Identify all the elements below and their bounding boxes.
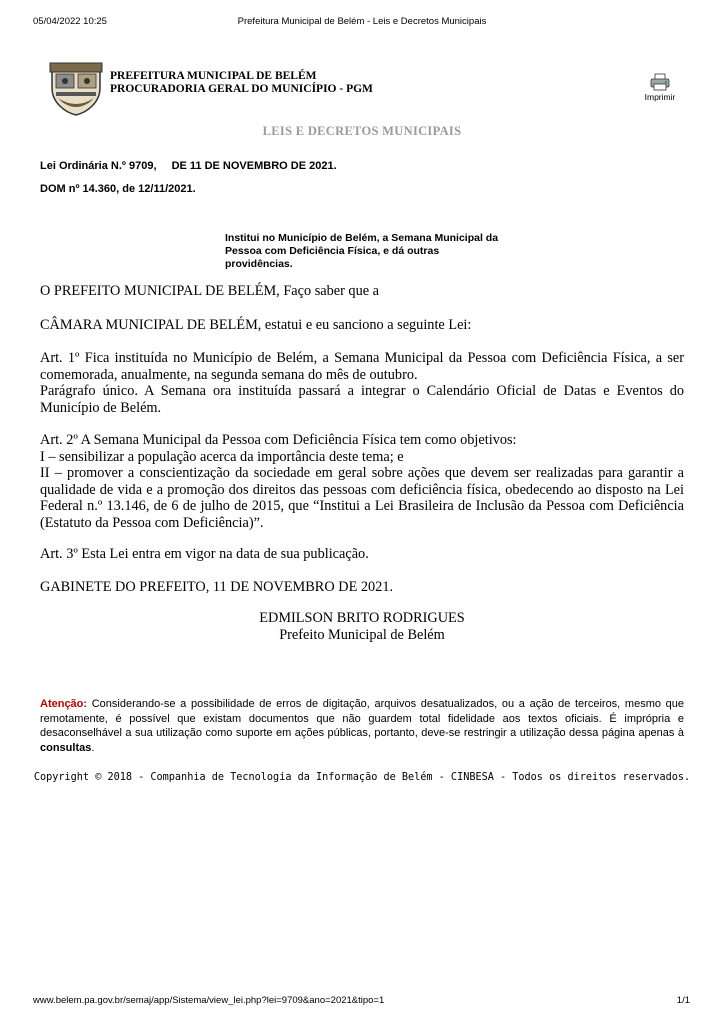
print-footer-page: 1/1	[676, 995, 690, 1006]
article-2-text: Art. 2º A Semana Municipal da Pessoa com Deficiência Física tem como objetivos:	[40, 432, 517, 448]
law-date: DE 11 DE NOVEMBRO DE 2021.	[171, 160, 337, 172]
law-number-line	[40, 160, 337, 172]
org-header	[110, 70, 373, 96]
print-footer-url: www.belem.pa.gov.br/semaj/app/Sistema/view_lei.php?lei=9709&ano=2021&tipo=1	[33, 995, 385, 1006]
article-2-item-ii: II – promover a conscientização da sociedade em geral sobre ações que devem ser realizadas para garantir a qualidade de vida e a promoção dos direitos das pessoas com deficiência física, obedecendo ao disposto na Lei Federal n.º 13.146, de 6 de julho de 2015, que “Institui a Lei Brasileira de Inclusão da Pessoa com Deficiência (Estatuto da Pessoa com Deficiência)”.	[40, 465, 684, 531]
article-3: Art. 3º Esta Lei entra em vigor na data de sua publicação.	[40, 546, 369, 562]
signature-block	[0, 610, 724, 643]
preamble-1: O PREFEITO MUNICIPAL DE BELÉM, Faço saber que a	[40, 283, 379, 299]
disclaimer-end: .	[91, 741, 95, 754]
article-1	[40, 350, 684, 416]
closing-line: GABINETE DO PREFEITO, 11 DE NOVEMBRO DE 2021.	[40, 579, 394, 595]
print-button[interactable]	[636, 73, 684, 102]
article-2	[40, 432, 684, 531]
law-ementa: Institui no Município de Belém, a Semana Municipal da Pessoa com Deficiência Física, e dá outras providências.	[225, 232, 499, 270]
signer-title: Prefeito Municipal de Belém	[279, 626, 445, 643]
org-name: PREFEITURA MUNICIPAL DE BELÉM	[110, 70, 317, 82]
disclaimer	[40, 697, 684, 755]
article-1-paragraph: Parágrafo único. A Semana ora instituída passará a integrar o Calendário Oficial de Datas e Eventos do Município de Belém.	[40, 383, 684, 416]
print-header-datetime: 05/04/2022 10:25	[33, 16, 107, 27]
preamble-2: CÂMARA MUNICIPAL DE BELÉM, estatui e eu sanciono a seguinte Lei:	[40, 317, 472, 333]
article-1-text: Art. 1º Fica instituída no Município de Belém, a Semana Municipal da Pessoa com Deficiência Física, a ser comemorada, anualmente, na segunda semana do mês de outubro.	[40, 350, 684, 383]
dom-publication: DOM nº 14.360, de 12/11/2021.	[40, 183, 196, 195]
print-label: Imprimir	[644, 92, 676, 102]
disclaimer-text: Considerando-se a possibilidade de erros de digitação, arquivos desatualizados, ou a ação de terceiros, mesmo que remotamente, é possível que existam documentos que não guardem total fidelidade aos textos oficiais. É imprópria e desaconselhável a sua utilização como suporte em ações públicas, portanto, deve-se restringir a utilização dessa página apenas à	[40, 698, 684, 739]
page-title: LEIS E DECRETOS MUNICIPAIS	[262, 124, 462, 138]
copyright: Copyright © 2018 - Companhia de Tecnologia da Informação de Belém - CINBESA - Todos os direitos reservados.	[33, 772, 691, 783]
signer-name: EDMILSON BRITO RODRIGUES	[259, 610, 465, 626]
print-header-title: Prefeitura Municipal de Belém - Leis e Decretos Municipais	[237, 16, 487, 27]
belem-coat-of-arms-logo	[48, 62, 104, 116]
article-2-item-i: I – sensibilizar a população acerca da importância deste tema; e	[40, 448, 404, 465]
law-number: Lei Ordinária N.º 9709,	[40, 160, 157, 172]
disclaimer-emphasis: consultas	[40, 741, 92, 754]
printer-icon	[649, 73, 671, 91]
attention-label: Atenção:	[40, 698, 88, 710]
org-department: PROCURADORIA GERAL DO MUNICÍPIO - PGM	[110, 83, 373, 95]
